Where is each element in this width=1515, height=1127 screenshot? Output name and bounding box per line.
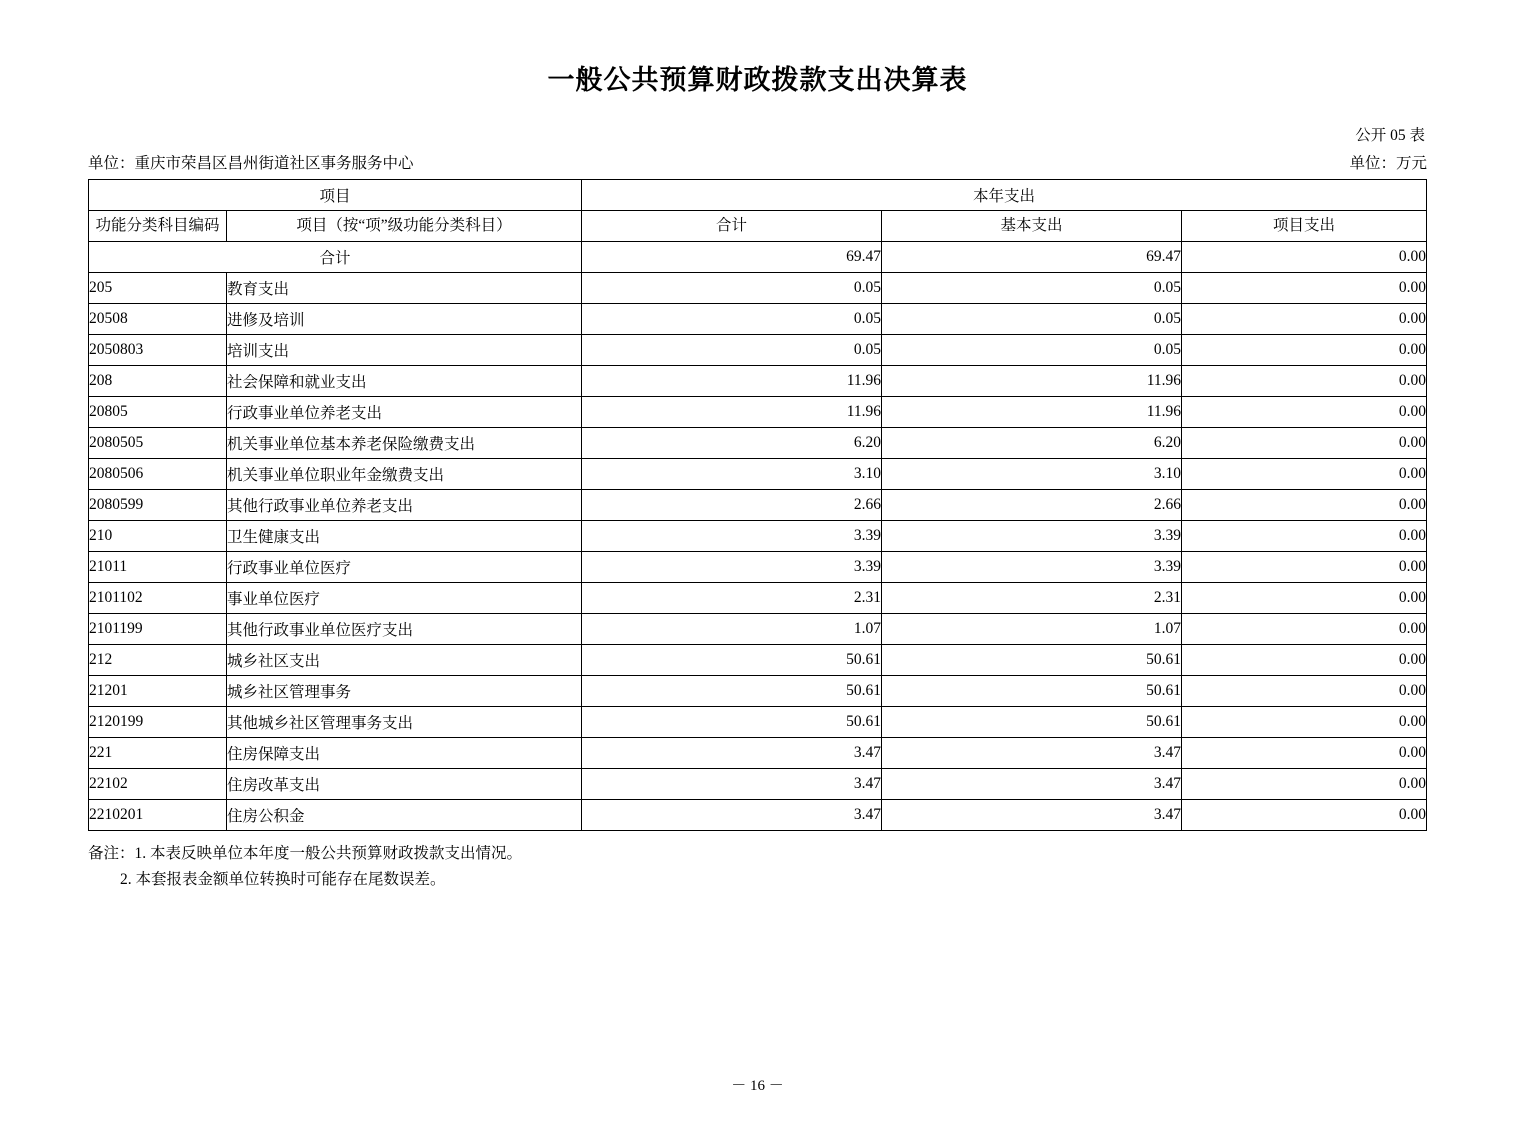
table-row: [89, 614, 1427, 645]
row-total: 0.05: [582, 304, 882, 335]
row-code: 21201: [89, 676, 227, 707]
row-project: 0.00: [1182, 707, 1427, 738]
table-row: [89, 397, 1427, 428]
header-col-total: 合计: [582, 211, 882, 242]
row-name: 进修及培训: [227, 304, 582, 335]
table-row: [89, 583, 1427, 614]
row-basic: 1.07: [882, 614, 1182, 645]
row-basic: 2.66: [882, 490, 1182, 521]
row-project: 0.00: [1182, 583, 1427, 614]
row-project: 0.00: [1182, 273, 1427, 304]
unit-label: 单位：重庆市荣昌区昌州街道社区事务服务中心: [88, 155, 414, 172]
row-code: 2050803: [89, 335, 227, 366]
row-total: 0.05: [582, 335, 882, 366]
row-name: 教育支出: [227, 273, 582, 304]
header-col-project: 项目支出: [1182, 211, 1427, 242]
table-row: [89, 645, 1427, 676]
row-code: 208: [89, 366, 227, 397]
row-code: 22102: [89, 769, 227, 800]
table-row: [89, 428, 1427, 459]
row-code: 221: [89, 738, 227, 769]
table-row: [89, 738, 1427, 769]
row-name: 行政事业单位养老支出: [227, 397, 582, 428]
table-header-row: [89, 211, 1427, 242]
table-header-group-row: [89, 180, 1427, 211]
row-basic: 6.20: [882, 428, 1182, 459]
row-basic: 3.39: [882, 521, 1182, 552]
row-total: 3.39: [582, 521, 882, 552]
header-col-code: 功能分类科目编码: [89, 211, 227, 242]
row-basic: 0.05: [882, 304, 1182, 335]
row-basic: 0.05: [882, 335, 1182, 366]
table-row: [89, 552, 1427, 583]
row-name: 卫生健康支出: [227, 521, 582, 552]
row-name: 事业单位医疗: [227, 583, 582, 614]
row-name: 住房改革支出: [227, 769, 582, 800]
row-code: 2080599: [89, 490, 227, 521]
row-basic: 3.10: [882, 459, 1182, 490]
row-code: 212: [89, 645, 227, 676]
total-amount-basic: 69.47: [882, 242, 1182, 273]
row-project: 0.00: [1182, 614, 1427, 645]
row-code: 205: [89, 273, 227, 304]
table-meta-row: [88, 151, 1427, 173]
table-row: [89, 366, 1427, 397]
row-total: 3.39: [582, 552, 882, 583]
row-name: 其他行政事业单位养老支出: [227, 490, 582, 521]
table-row: [89, 769, 1427, 800]
table-row: [89, 273, 1427, 304]
table-row: [89, 335, 1427, 366]
page-number: － 16 －: [731, 1078, 784, 1094]
table-row: [89, 676, 1427, 707]
row-name: 住房公积金: [227, 800, 582, 831]
table-row: [89, 800, 1427, 831]
row-code: 20805: [89, 397, 227, 428]
row-total: 50.61: [582, 707, 882, 738]
row-code: 2101199: [89, 614, 227, 645]
row-name: 行政事业单位医疗: [227, 552, 582, 583]
row-name: 住房保障支出: [227, 738, 582, 769]
page-title: 一般公共预算财政拨款支出决算表: [547, 65, 968, 96]
total-amount-total: 69.47: [582, 242, 882, 273]
table-row: [89, 521, 1427, 552]
row-total: 2.66: [582, 490, 882, 521]
row-basic: 50.61: [882, 676, 1182, 707]
table-body: [89, 242, 1427, 831]
row-project: 0.00: [1182, 769, 1427, 800]
row-name: 其他城乡社区管理事务支出: [227, 707, 582, 738]
row-basic: 50.61: [882, 645, 1182, 676]
row-total: 50.61: [582, 645, 882, 676]
row-basic: 3.47: [882, 769, 1182, 800]
row-total: 3.47: [582, 738, 882, 769]
row-total: 3.10: [582, 459, 882, 490]
row-code: 2120199: [89, 707, 227, 738]
row-basic: 11.96: [882, 397, 1182, 428]
note-line-1: 备注：1. 本表反映单位本年度一般公共预算财政拨款支出情况。: [88, 845, 523, 862]
row-total: 2.31: [582, 583, 882, 614]
row-code: 2101102: [89, 583, 227, 614]
row-total: 0.05: [582, 273, 882, 304]
row-name: 其他行政事业单位医疗支出: [227, 614, 582, 645]
row-basic: 3.47: [882, 738, 1182, 769]
row-code: 2080505: [89, 428, 227, 459]
row-total: 3.47: [582, 769, 882, 800]
table-row: [89, 304, 1427, 335]
header-col-basic: 基本支出: [882, 211, 1182, 242]
row-basic: 3.39: [882, 552, 1182, 583]
row-project: 0.00: [1182, 645, 1427, 676]
amount-unit-label: 单位：万元: [1349, 155, 1427, 172]
row-project: 0.00: [1182, 397, 1427, 428]
budget-expenditure-table: [88, 179, 1427, 831]
row-basic: 50.61: [882, 707, 1182, 738]
header-group-item: 项目: [89, 180, 582, 211]
row-code: 2080506: [89, 459, 227, 490]
table-row: [89, 490, 1427, 521]
row-project: 0.00: [1182, 366, 1427, 397]
header-col-name: 项目（按“项”级功能分类科目）: [227, 211, 582, 242]
row-project: 0.00: [1182, 521, 1427, 552]
header-group-expense: 本年支出: [582, 180, 1427, 211]
row-total: 50.61: [582, 676, 882, 707]
table-row: [89, 459, 1427, 490]
row-name: 城乡社区支出: [227, 645, 582, 676]
row-code: 21011: [89, 552, 227, 583]
row-total: 3.47: [582, 800, 882, 831]
row-name: 社会保障和就业支出: [227, 366, 582, 397]
row-total: 11.96: [582, 366, 882, 397]
total-label: 合计: [89, 242, 582, 273]
row-name: 机关事业单位基本养老保险缴费支出: [227, 428, 582, 459]
row-project: 0.00: [1182, 428, 1427, 459]
table-notes: [88, 841, 1427, 894]
note-line-2: 2. 本套报表金额单位转换时可能存在尾数误差。: [120, 871, 446, 889]
row-basic: 0.05: [882, 273, 1182, 304]
row-project: 0.00: [1182, 800, 1427, 831]
row-total: 1.07: [582, 614, 882, 645]
row-total: 6.20: [582, 428, 882, 459]
row-project: 0.00: [1182, 676, 1427, 707]
row-total: 11.96: [582, 397, 882, 428]
row-name: 城乡社区管理事务: [227, 676, 582, 707]
table-row-total: [89, 242, 1427, 273]
row-name: 培训支出: [227, 335, 582, 366]
table-row: [89, 707, 1427, 738]
row-basic: 3.47: [882, 800, 1182, 831]
row-basic: 2.31: [882, 583, 1182, 614]
row-project: 0.00: [1182, 552, 1427, 583]
row-code: 20508: [89, 304, 227, 335]
row-project: 0.00: [1182, 459, 1427, 490]
document-page: [0, 58, 1515, 1127]
form-number: 公开 05 表: [1355, 127, 1425, 144]
row-code: 2210201: [89, 800, 227, 831]
total-amount-project: 0.00: [1182, 242, 1427, 273]
row-name: 机关事业单位职业年金缴费支出: [227, 459, 582, 490]
row-project: 0.00: [1182, 738, 1427, 769]
row-project: 0.00: [1182, 335, 1427, 366]
row-project: 0.00: [1182, 304, 1427, 335]
row-code: 210: [89, 521, 227, 552]
row-basic: 11.96: [882, 366, 1182, 397]
row-project: 0.00: [1182, 490, 1427, 521]
